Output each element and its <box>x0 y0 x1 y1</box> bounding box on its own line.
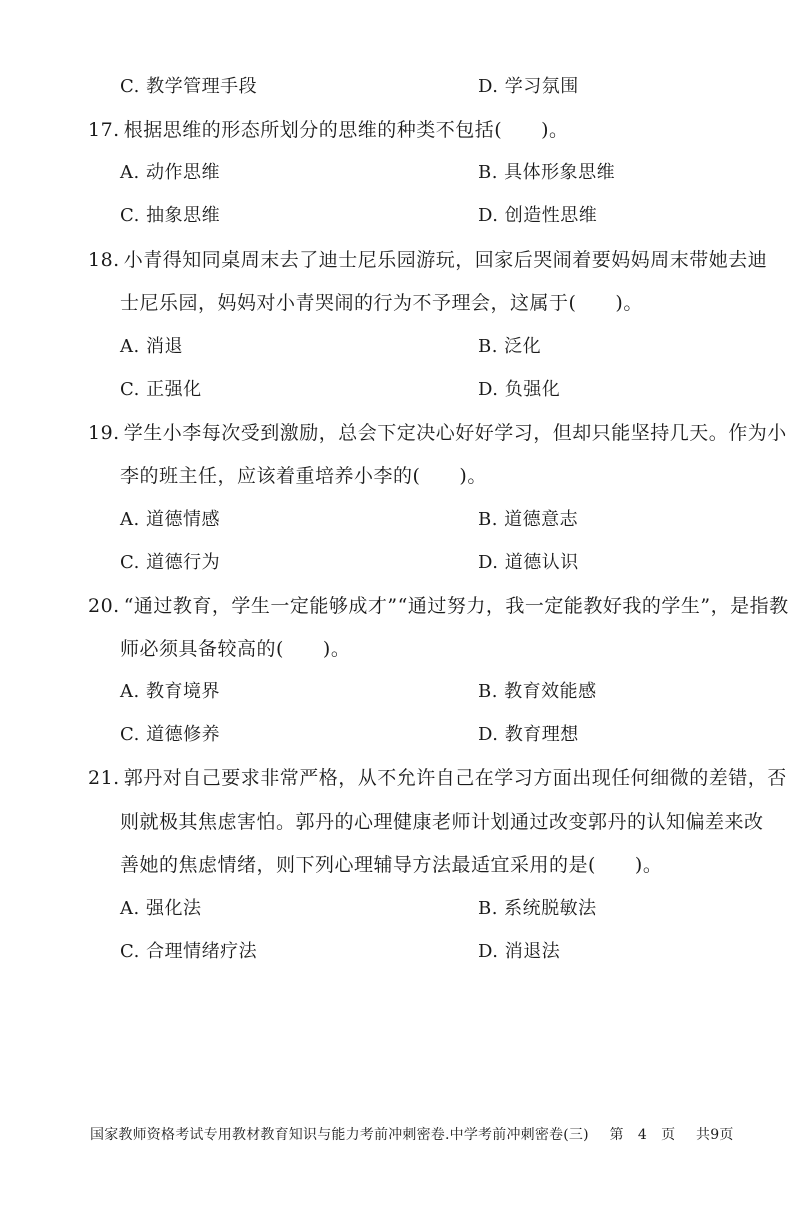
q21-option-c: C. 合理情绪疗法 <box>120 941 258 962</box>
q21-option-d: D. 消退法 <box>478 941 561 962</box>
q19-option-a: A. 道德情感 <box>120 509 220 530</box>
q21-number: 21. <box>88 767 120 789</box>
q16-option-c: C. 教学管理手段 <box>120 76 258 97</box>
q18-number: 18. <box>88 249 120 271</box>
q17-option-b: B. 具体形象思维 <box>478 162 616 183</box>
q17-option-d: D. 创造性思维 <box>478 205 598 226</box>
q21-option-b: B. 系统脱敏法 <box>478 898 597 919</box>
q18-option-b: B. 泛化 <box>478 336 542 357</box>
q20-option-d: D. 教育理想 <box>478 724 579 745</box>
q20-number: 20. <box>88 595 120 617</box>
q16-option-d: D. 学习氛围 <box>478 76 579 97</box>
q20-option-a: A. 教育境界 <box>120 681 220 702</box>
footer-page-number: 第 4 页 <box>609 1127 676 1143</box>
q19-stem-line1 <box>88 420 787 446</box>
q21-stem-line1 <box>88 765 787 791</box>
q19-option-c: C. 道德行为 <box>120 552 221 573</box>
q20-stem-line2: 师必须具备较高的( )。 <box>120 638 351 660</box>
q20-option-b: B. 教育效能感 <box>478 681 597 702</box>
q19-option-d: D. 道德认识 <box>478 552 579 573</box>
q19-option-b: B. 道德意志 <box>478 509 579 530</box>
q20-stem-line1 <box>88 593 789 619</box>
q21-stem-line3: 善她的焦虑情绪，则下列心理辅导方法最适宜采用的是( )。 <box>120 854 663 876</box>
q18-stem-text-1: 小青得知同桌周末去了迪士尼乐园游玩，回家后哭闹着要妈妈周末带她去迪 <box>123 249 768 271</box>
q21-stem-line2: 则就极其焦虑害怕。郭丹的心理健康老师计划通过改变郭丹的认知偏差来改 <box>120 811 764 833</box>
q17-option-c: C. 抽象思维 <box>120 205 221 226</box>
footer-book-title: 国家教师资格考试专用教材教育知识与能力考前冲刺密卷.中学考前冲刺密卷(三) <box>90 1127 589 1143</box>
q18-option-d: D. 负强化 <box>478 379 561 400</box>
q19-number: 19. <box>88 422 120 444</box>
footer-total-pages: 共9页 <box>696 1127 734 1143</box>
q19-stem-text-1: 学生小李每次受到激励，总会下定决心好好学习，但却只能坚持几天。作为小 <box>123 422 787 444</box>
q21-option-a: A. 强化法 <box>120 898 202 919</box>
q18-option-a: A. 消退 <box>120 336 183 357</box>
q18-stem-line2: 士尼乐园，妈妈对小青哭闹的行为不予理会，这属于( )。 <box>120 292 643 314</box>
q17-option-a: A. 动作思维 <box>120 162 220 183</box>
q20-option-c: C. 道德修养 <box>120 724 221 745</box>
q19-stem-line2: 李的班主任，应该着重培养小李的( )。 <box>120 465 487 487</box>
q17-number: 17. <box>88 119 120 141</box>
q18-stem-line1 <box>88 247 767 273</box>
q17-stem <box>88 117 569 143</box>
page-footer <box>90 1125 740 1145</box>
q17-stem-text: 根据思维的形态所划分的思维的种类不包括( )。 <box>123 119 569 141</box>
q21-stem-text-1: 郭丹对自己要求非常严格，从不允许自己在学习方面出现任何细微的差错，否 <box>123 767 787 789</box>
q18-option-c: C. 正强化 <box>120 379 202 400</box>
q20-stem-text-1: “通过教育，学生一定能够成才”“通过努力，我一定能教好我的学生”，是指教 <box>123 595 789 617</box>
